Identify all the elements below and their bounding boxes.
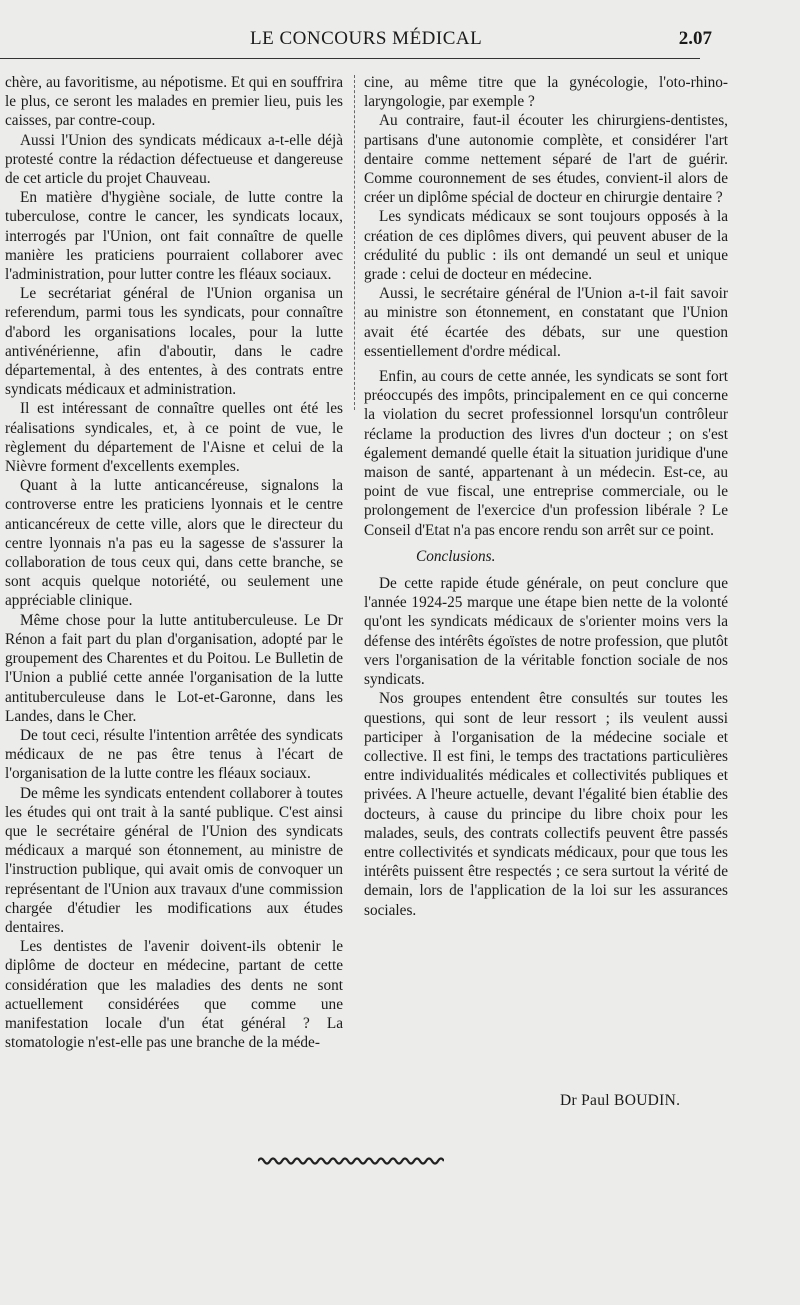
paragraph: Les syndicats médicaux se sont toujours opposés à la création de ces diplômes divers, qui peuvent abuser de la crédulité du public : ils ont demandé un seul et unique grade : celui de docteur en médecine. xyxy=(364,208,728,284)
author-signature: Dr Paul BOUDIN. xyxy=(560,1092,681,1109)
header-rule xyxy=(0,58,700,59)
paragraph: Les dentistes de l'avenir doivent-ils obtenir le diplôme de docteur en médecine, partant de cette considération que les maladies des dents ne sont actuellement considérées que comme une manifestation locale d'un état général ? La stomatologie n'est-elle pas une branche de la méde- xyxy=(5,938,343,1052)
journal-title: LE CONCOURS MÉDICAL xyxy=(250,28,483,49)
paragraph: En matière d'hygiène sociale, de lutte contre la tuberculose, contre le cancer, les syndicats locaux, interrogés par l'Union, ont fait connaître de quelle manière les praticiens pourraient collaborer avec l'administration, pour lutter contre les fléaux sociaux. xyxy=(5,189,343,284)
paragraph: Au contraire, faut-il écouter les chirurgiens-dentistes, partisans d'une autonomie complète, et considérer l'art dentaire comme nettement séparé de l'art de guérir. Comme couronnement de ses études, convient-il alors de créer un diplôme spécial de docteur en chirurgie dentaire ? xyxy=(364,112,728,207)
paragraph: De cette rapide étude générale, on peut conclure que l'année 1924-25 marque une étape bien nette de la volonté qu'ont les syndicats médicaux de s'orienter moins vers la défense des intérêts égoïstes de notre profession, que plutôt vers l'organisation de la véritable fonction sociale de nos syndicats. xyxy=(364,575,728,689)
running-header xyxy=(0,28,800,58)
end-ornament xyxy=(258,1156,444,1166)
left-column xyxy=(5,73,343,1052)
paragraph: Enfin, au cours de cette année, les syndicats se sont fort préoccupés des impôts, principalement en ce qui concerne la violation du secret professionnel lorsqu'un contrôleur réclame la production des livres d'un docteur ; on s'est également demandé quelle était la situation juridique d'une maison de santé, appartenant à un médecin. Est-ce, au point de vue fiscal, une entreprise commerciale, ou le prolongement de l'exercice d'un profession libérale ? Le Conseil d'Etat n'a pas encore rendu son arrêt sur ce point. xyxy=(364,368,728,539)
right-column xyxy=(364,73,728,920)
paragraph: Le secrétariat général de l'Union organisa un referendum, parmi tous les syndicats, pour connaître d'abord les organisations locales, pour la lutte antivénérienne, afin d'aboutir, dans le cadre départemental, à des ententes, à des contrats entre syndicats médicaux et administration. xyxy=(5,285,343,399)
paragraph: Il est intéressant de connaître quelles ont été les réalisations syndicales, et, à ce point de vue, le règlement du département de l'Aisne et celui de la Nièvre forment d'excellents exemples. xyxy=(5,400,343,476)
paragraph: De tout ceci, résulte l'intention arrêtée des syndicats médicaux de ne pas être tenus à l'écart de l'organisation de la lutte contre les fléaux sociaux. xyxy=(5,726,343,783)
paragraph: Aussi l'Union des syndicats médicaux a-t-elle déjà protesté contre la rédaction défectueuse et dangereuse de cet article du projet Chauveau. xyxy=(5,131,343,188)
paragraph: Quant à la lutte anticancéreuse, signalons la controverse entre les praticiens lyonnais et le centre anticancéreux de cette ville, alors que le directeur du centre lyonnais n'a pas eu la sagesse de s'assurer la collaboration de tous ceux qui, dans cette branche, se sont acquis quelque notoriété, ou seulement une appréciable clinique. xyxy=(5,477,343,610)
page-number: 2.07 xyxy=(678,28,712,49)
paragraph: De même les syndicats entendent collaborer à toutes les études qui ont trait à la santé publique. C'est ainsi que le secrétaire général de l'Union des syndicats médicaux a marqué son étonnement, au ministre de l'instruction publique, qui avait omis de convoquer un représentant de l'Union aux travaux d'une commission chargée d'étudier les modifications aux études dentaires. xyxy=(5,784,343,936)
paragraph: cine, au même titre que la gynécologie, l'oto-rhino-laryngologie, par exemple ? xyxy=(364,74,728,111)
paragraph: Aussi, le secrétaire général de l'Union a-t-il fait savoir au ministre son étonnement, en constatant que l'Union avait été écartée des débats, sur une question essentiellement d'ordre médical. xyxy=(364,285,728,360)
paragraph: Nos groupes entendent être consultés sur toutes les questions, qui sont de leur ressort ; ils veulent aussi participer à l'organisation de la médecine sociale et collective. Il est fini, le temps des tractations particulières entre individualités médicales et collectivités publiques et privées. A l'heure actuelle, devant l'égalité bien établie des docteurs, à cause du principe du libre choix pour les malades, seuls, des contrats collectifs peuvent être passés entre collectivités et syndicats médicaux, pour que tous les intérêts puissent être respectés ; ce sera surtout la vérité de demain, lors de l'application de la loi sur les assurances sociales. xyxy=(364,690,728,919)
section-heading: Conclusions. xyxy=(416,547,496,565)
column-divider xyxy=(354,75,355,410)
paragraph: Même chose pour la lutte antituberculeuse. Le Dr Rénon a fait part du plan d'organisation, adopté par le groupement des Charentes et du Poitou. Le Bulletin de l'Union a publié cette année l'organisation de la lutte antituberculeuse dans le Lot-et-Garonne, dans les Landes, dans le Cher. xyxy=(5,611,343,725)
paragraph: chère, au favoritisme, au népotisme. Et qui en souffrira le plus, ce seront les malades en premier lieu, puis les caisses, par contre-coup. xyxy=(5,74,343,130)
